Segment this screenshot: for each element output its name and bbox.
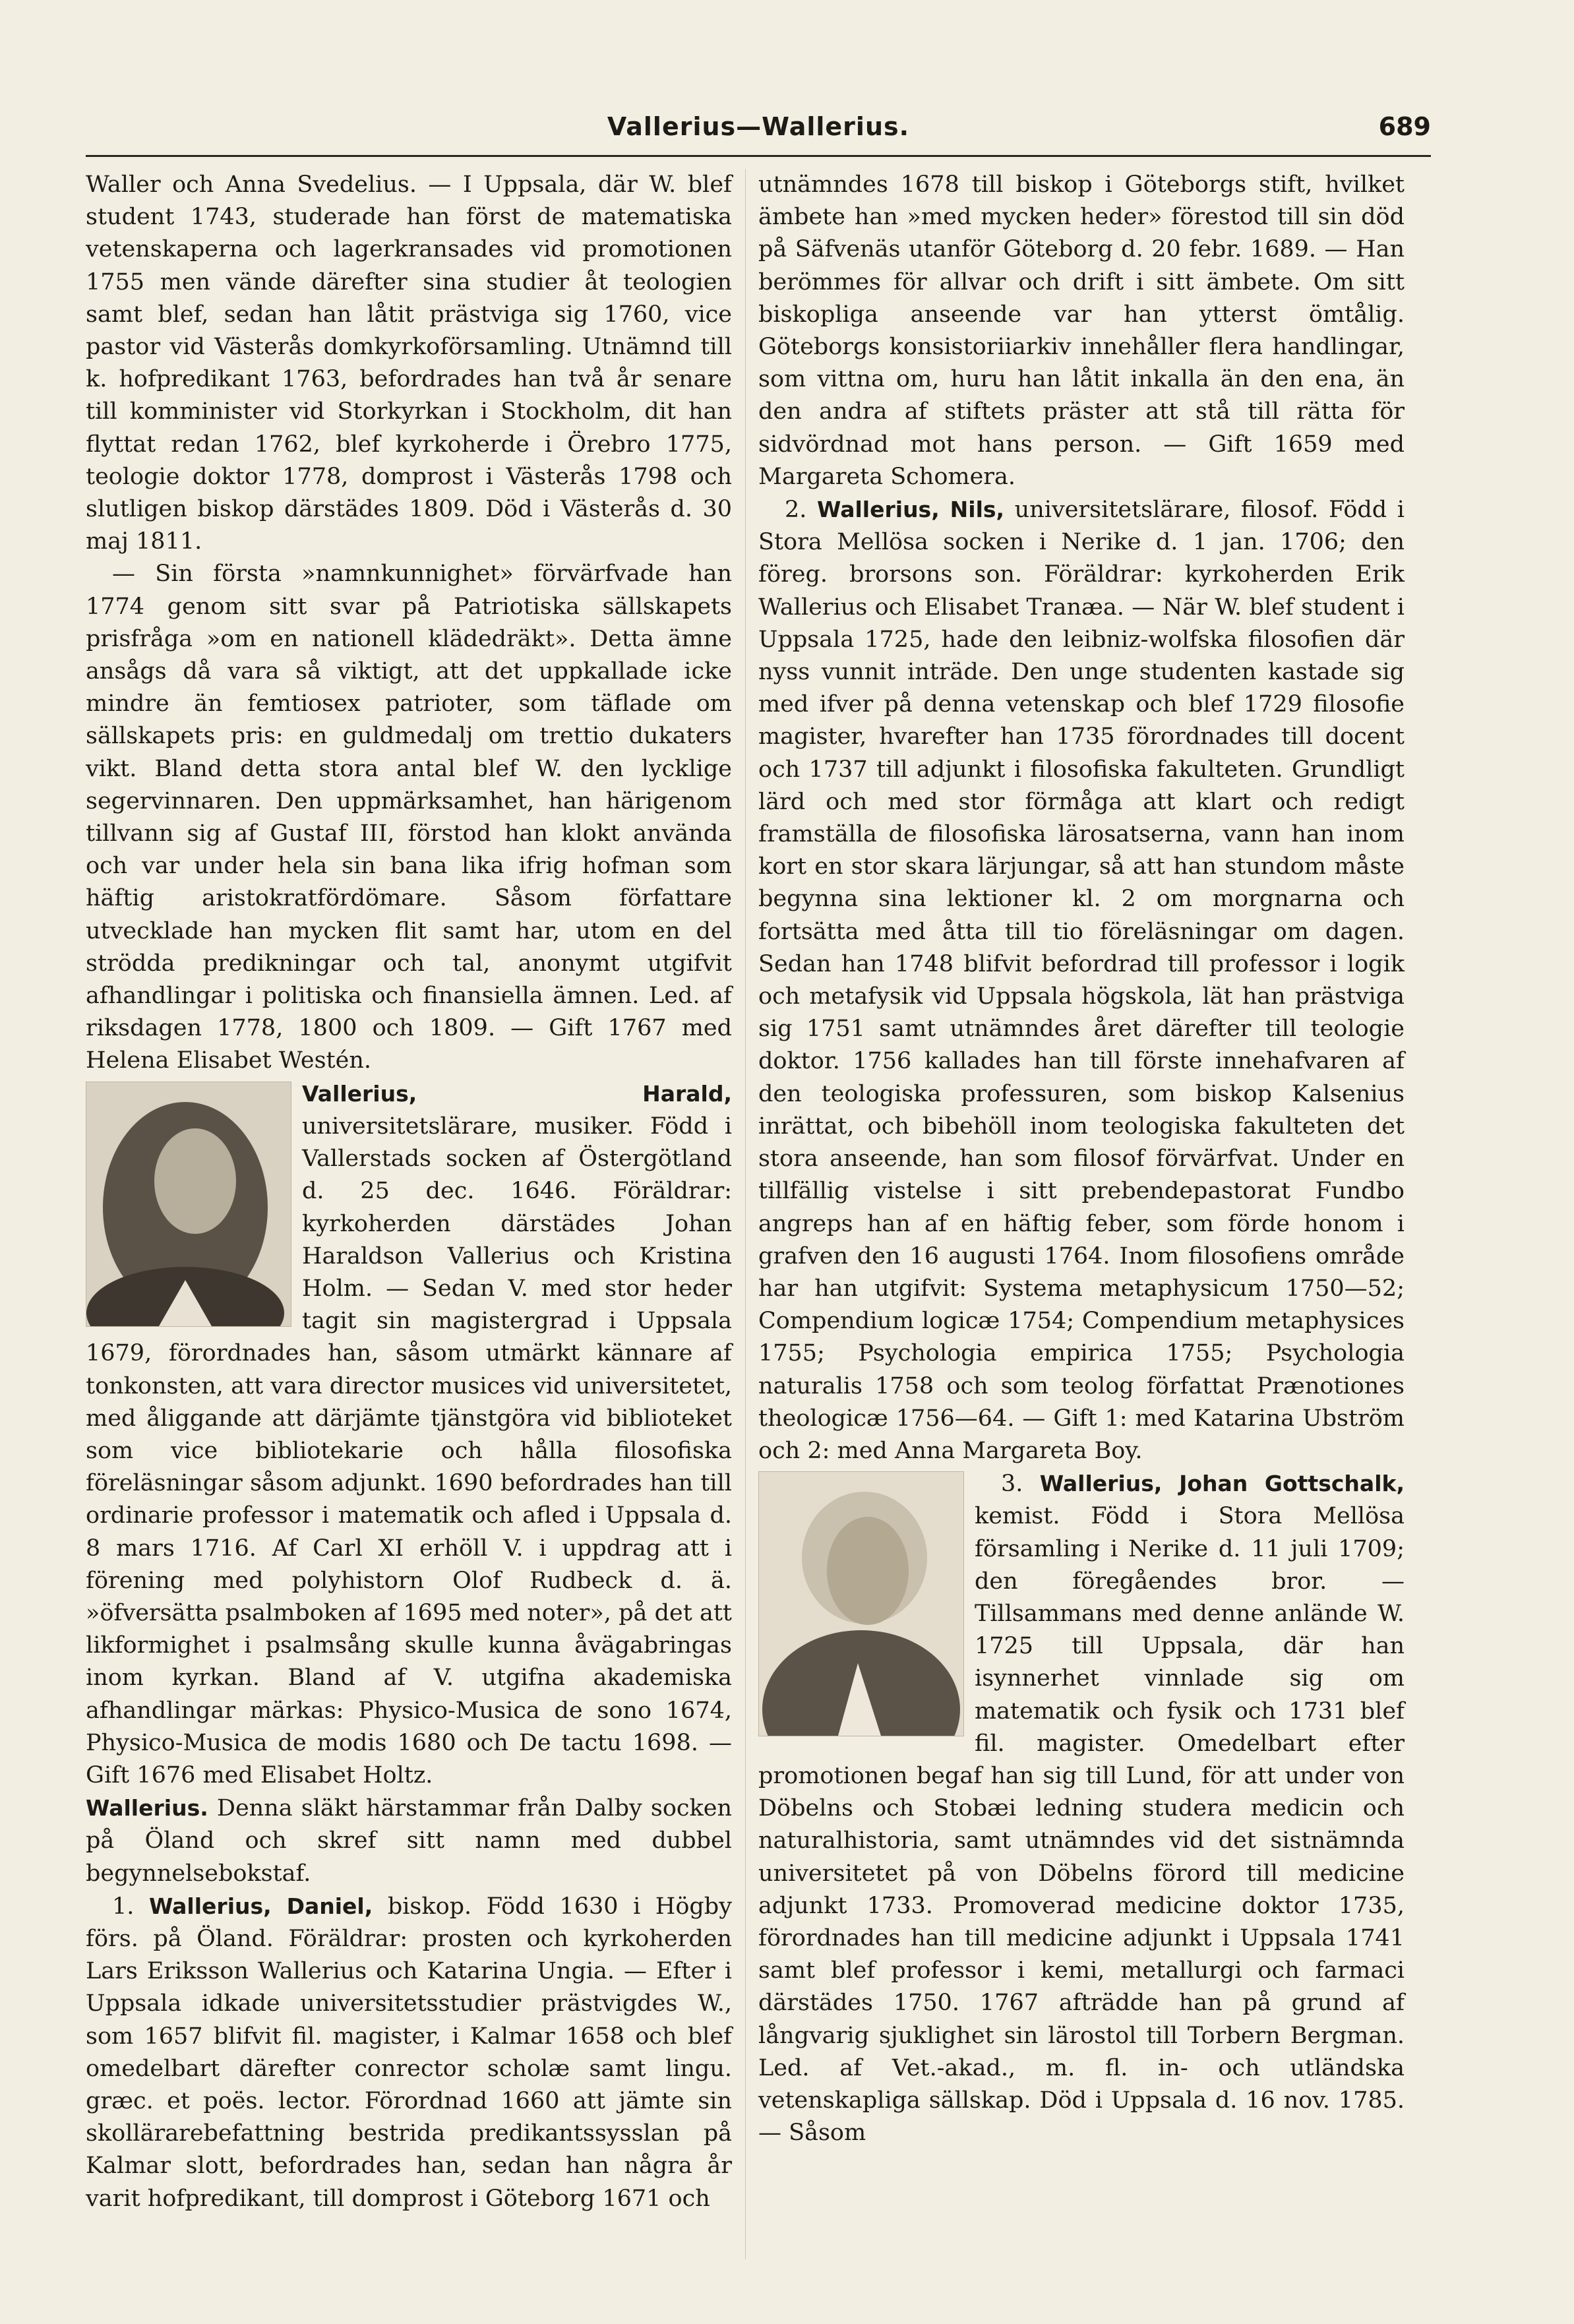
running-header [86, 112, 1431, 152]
left-column [86, 169, 732, 2215]
entry-body: Denna släkt härstammar från Dalby socken på Öland och skref sitt namn med dubbel begynnelsebokstaf. [86, 1795, 732, 1887]
entry-body: universitetslärare, musiker. Född i Vallerstads socken af Östergötland d. 25 dec. 1646. Föräldrar: kyrkoherden därstädes Johan Haraldson Vallerius och Kristina Holm. — Sedan V. med stor heder tagit sin magistergrad i Uppsala 1679, förordnades han, såsom utmärkt kännare af tonkonsten, att vara director musices vid universitetet, med åliggande att därjämte tjänstgöra vid biblioteket som vice bibliotekarie och hålla filosofiska föreläsningar såsom adjunkt. 1690 befordrades han till ordinarie professor i matematik och afled i Uppsala d. 8 mars 1716. Af Carl XI erhöll V. i uppdrag att i förening med polyhistorn Olof Rudbeck d. ä. »öfversätta psalmboken af 1695 med noter», på det att likformighet i psalmsång skulle kunna åvägabringas inom kyrkan. Bland af V. utgifna akademiska afhandlingar märkas: Physico-Musica de sono 1674, Physico-Musica de modis 1680 och De tactu 1698. — Gift 1676 med Elisabet Holtz. [86, 1113, 732, 1789]
entry-wallerius-nils [758, 493, 1405, 1467]
entry-wallerius-family [86, 1792, 732, 1890]
entry-continuation-text: utnämndes 1678 till biskop i Göteborgs stift, hvilket ämbete han »med mycken heder» förestod till sin död på Säfvenäs utanför Göteborg d. 20 febr. 1689. — Han berömmes för allvar och drift i sitt ämbete. Om sitt biskopliga anseende var han ytterst ömtålig. Göteborgs konsistoriiarkiv innehåller flera handlingar, som vittna om, huru han låtit inkalla än den ena, än den andra af stiftets präster att stå till rätta för sidvördnad mot hans person. — Gift 1659 med Margareta Schomera. [758, 171, 1405, 490]
entry-continuation-text: Waller och Anna Svedelius. — I Uppsala, där W. blef student 1743, studerade han först de matematiska vetenskaperna och lagerkransades vid promotionen 1755 men vände därefter sina studier åt teologien samt blef, sedan han låtit prästviga sig 1760, vice pastor vid Västerås domkyrkoförsamling. Utnämnd till k. hofpredikant 1763, befordrades han två år senare till komminister vid Storkyrkan i Stockholm, dit han flyttat redan 1762, blef kyrkoherde i Örebro 1775, teologie doktor 1778, domprost i Västerås 1798 och slutligen biskop därstädes 1809. Död i Västerås d. 30 maj 1811. [86, 171, 732, 555]
entry-number: 1. [112, 1893, 135, 1920]
portrait-image [759, 1472, 963, 1736]
right-column [758, 169, 1405, 2149]
entry-heading: Wallerius, Daniel, [148, 1893, 373, 1919]
entry-wallerius-johan [758, 1467, 1405, 2149]
portrait-johan-gottschalk-wallerius [758, 1471, 964, 1736]
entry-heading: Wallerius. [86, 1795, 208, 1821]
header-rule [86, 155, 1431, 157]
entry-body: biskop. Född 1630 i Högby förs. på Öland. Föräldrar: prosten och kyrkoherden Lars Eriksson Wallerius och Katarina Ungia. — Efter i Uppsala idkade universitetsstudier prästvigdes W., som 1657 blifvit fil. magister, i Kalmar 1658 och blef omedelbart därefter conrector scholæ samt lingu. græc. et poës. lector. Förordnad 1660 att jämte sin skollärarebefattning bestrida predikantssysslan på Kalmar slott, befordrades han, sedan han några år varit hofpredikant, till domprost i Göteborg 1671 och [86, 1893, 732, 2212]
entry-paragraph: — Sin första »namnkunnighet» förvärfvade han 1774 genom sitt svar på Patriotiska sällskapets prisfråga »om en nationell klädedräkt». Detta ämne ansågs då vara så viktigt, att det uppkallade icke mindre än femtiosex patrioter, som täflade om sällskapets pris: en guldmedalj om trettio dukaters vikt. Bland detta stora antal blef W. den lycklige segervinnaren. Den uppmärksamhet, han härigenom tillvann sig af Gustaf III, förstod han klokt använda och var under hela sin bana lika ifrig hofman som häftig aristokratfördömare. Såsom författare utvecklade han mycken flit samt har, utom en del strödda predikningar och tal, anonymt utgifvit afhandlingar i politiska och finansiella ämnen. Led. af riksdagen 1778, 1800 och 1809. — Gift 1767 med Helena Elisabet Westén. [86, 561, 732, 1074]
entry-number: 2. [785, 497, 807, 524]
entry-heading: Wallerius, Johan Gottschalk, [1039, 1471, 1405, 1497]
entry-vallerius-harald [86, 1078, 732, 1792]
portrait-harald-vallerius [86, 1082, 291, 1327]
header-title: Vallerius—Wallerius. [607, 112, 910, 141]
entry-wallerius-daniel [86, 1890, 732, 2215]
portrait-image [86, 1082, 291, 1326]
entry-heading: Wallerius, Nils, [816, 497, 1005, 523]
entry-body: universitetslärare, filosof. Född i Stora Mellösa socken i Nerike d. 1 jan. 1706; den föreg. brorsons son. Föräldrar: kyrkoherden Erik Wallerius och Elisabet Tranæa. — När W. blef student i Uppsala 1725, hade den leibniz-wolfska filosofien där nyss vunnit inträde. Den unge studenten kastade sig med ifver på denna vetenskap och blef 1729 filosofie magister, hvarefter han 1735 förordnades till docent och 1737 till adjunkt i filosofiska fakulteten. Grundligt lärd och med stor förmåga att klart och redigt framställa de filosofiska lärosatserna, vann han inom kort en stor skara lärjungar, så att han stundom måste begynna sina lektioner kl. 2 om morgnarna och fortsätta med åtta till tio föreläsningar om dagen. Sedan han 1748 blifvit befordrad till professor i logik och metafysik vid Uppsala högskola, lät han prästviga sig 1751 samt utnämndes året därefter till teologie doktor. 1756 kallades han till förste innehafvaren af den teologiska professuren, som biskop Kalsenius inrättat, och bibehöll inom teologiska fakulteten det stora anseende, han som filosof förvärfvat. Under en tillfällig vistelse i sitt prebendepastorat Fundbo angreps han af en häftig feber, som förde honom i grafven den 16 augusti 1764. Inom filosofiens område har han utgifvit: Systema metaphysicum 1750—52; Compendium logicæ 1754; Compendium metaphysices 1755; Psychologia empirica 1755; Psychologia naturalis 1758 och som teolog författat Prænotiones theologicæ 1756—64. — Gift 1: med Katarina Ubström och 2: med Anna Margareta Boy. [758, 497, 1405, 1464]
entry-number: 3. [1001, 1471, 1023, 1498]
column-divider [745, 169, 746, 2259]
page-number: 689 [1378, 112, 1431, 141]
entry-heading: Vallerius, Harald, [302, 1080, 732, 1107]
entry-body: kemist. Född i Stora Mellösa församling i Nerike d. 11 juli 1709; den föregåendes bror. — Tillsammans med denne anlände W. 1725 till Uppsala, där han isynnerhet vinnlade sig om matematik och fysik och 1731 blef fil. magister. Omedelbart efter promotionen begaf han sig till Lund, för att under von Döbelns och Stobæi ledning studera medicin och naturalhistoria, samt utnämndes vid det sistnämnda universitetet på von Döbelns förord till medicine adjunkt 1733. Promoverad medicine doktor 1735, förordnades han till medicine adjunkt i Uppsala 1741 samt blef professor i kemi, metallurgi och farmaci därstädes 1750. 1767 afträdde han på grund af långvarig sjuklighet sin lärostol till Torbern Bergman. Led. af Vet.-akad., m. fl. in- och utländska vetenskapliga sällskap. Död i Uppsala d. 16 nov. 1785. — Såsom [758, 1503, 1405, 2147]
